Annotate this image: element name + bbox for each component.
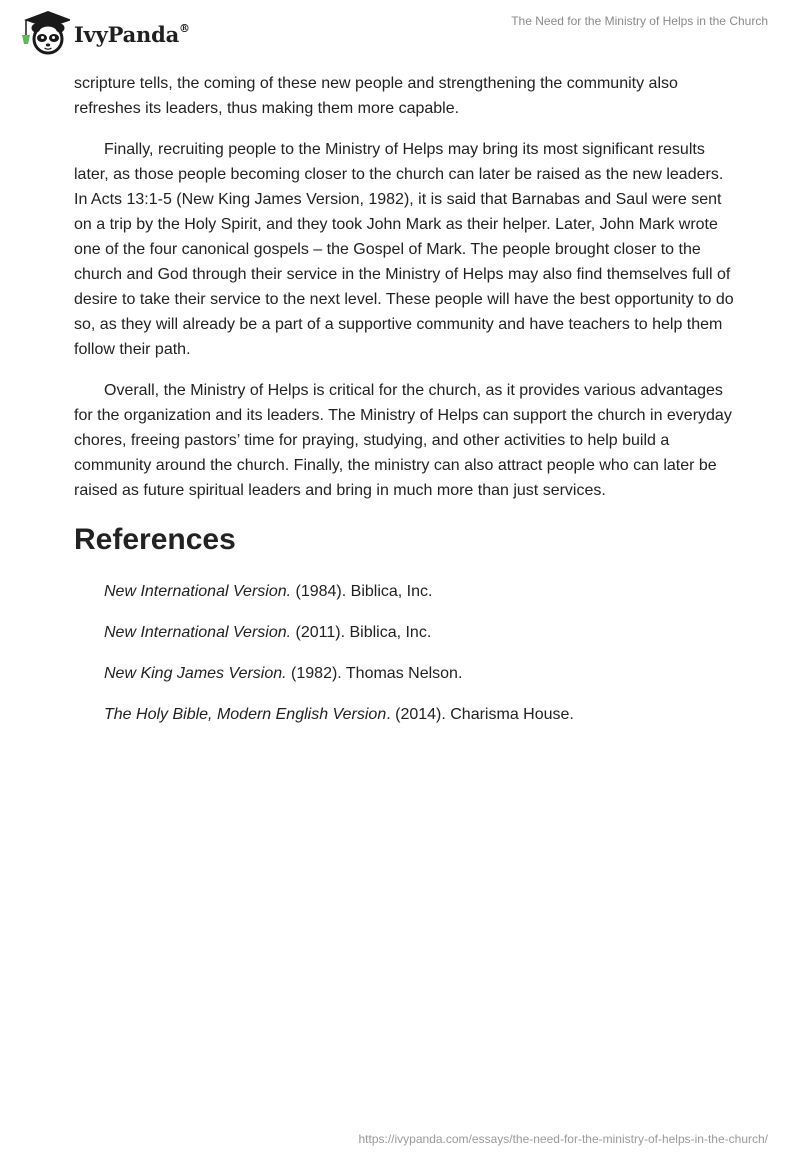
references-heading: References xyxy=(74,523,236,556)
reference-item xyxy=(104,580,734,604)
source-url-link[interactable]: https://ivypanda.com/essays/the-need-for-the-ministry-of-helps-in-the-church/ xyxy=(358,1132,768,1146)
reference-title: New King James Version. xyxy=(104,665,287,682)
reference-title: New International Version. xyxy=(104,624,292,641)
reference-details: (1984). Biblica, Inc. xyxy=(291,583,433,600)
paragraph-continuation: scripture tells, the coming of these new people and strengthening the community also refreshes its leaders, thus making them more capable. xyxy=(74,75,678,117)
panda-graduate-icon xyxy=(14,8,70,56)
essay-content xyxy=(74,71,734,744)
running-title: The Need for the Ministry of Helps in the Church xyxy=(511,14,768,28)
reference-title: New International Version. xyxy=(104,583,292,600)
brand-logo[interactable] xyxy=(14,8,190,56)
reference-details: (2011). Biblica, Inc. xyxy=(291,624,432,641)
reference-item xyxy=(104,703,734,727)
page-header xyxy=(0,0,800,60)
paragraph-recruiting: Finally, recruiting people to the Ministry of Helps may bring its most significant results later, as those people becoming closer to the church can later be raised as the new leaders. In Acts 13:1-5 (New King James Version, 1982), it is said that Barnabas and Saul were sent on a trip by the Holy Spirit, and they took John Mark as their helper. Later, John Mark wrote one of the four canonical gospels – the Gospel of Mark. The people brought closer to the church and God through their service in the Ministry of Helps may also find themselves full of desire to take their service to the next level. These people will have the best opportunity to do so, as they will already be a part of a supportive community and have teachers to help them follow their path. xyxy=(74,141,734,358)
reference-details: (1982). Thomas Nelson. xyxy=(286,665,463,682)
reference-item xyxy=(104,662,734,686)
reference-title: The Holy Bible, Modern English Version xyxy=(104,706,387,723)
reference-item xyxy=(104,621,734,645)
brand-name: IvyPanda® xyxy=(74,21,190,47)
paragraph-conclusion: Overall, the Ministry of Helps is critical for the church, as it provides various advantages for the organization and its leaders. The Ministry of Helps can support the church in everyday chores, freeing pastors’ time for praying, studying, and other activities to help build a community around the church. Finally, the ministry can also attract people who can later be raised as future spiritual leaders and bring in much more than just services. xyxy=(74,382,732,499)
reference-details: . (2014). Charisma House. xyxy=(386,706,574,723)
registered-mark: ® xyxy=(179,21,190,35)
